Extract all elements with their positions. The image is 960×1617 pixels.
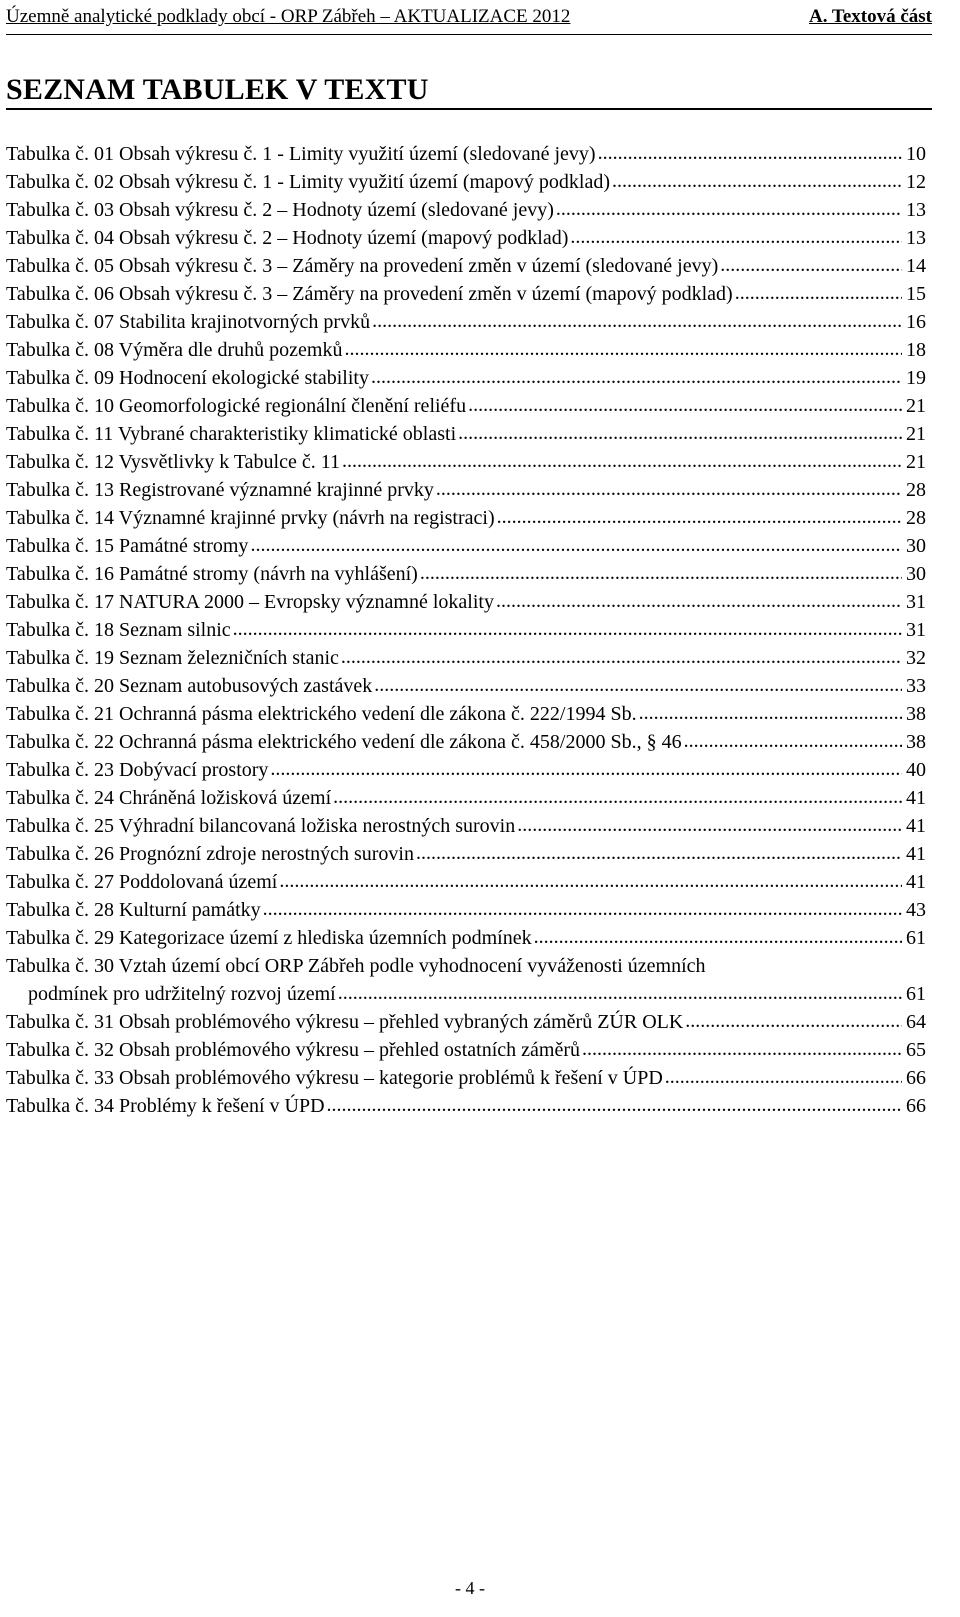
entry-page-number: 38 [906,703,926,725]
entry-text: Tabulka č. 01 Obsah výkresu č. 1 - Limity využití území (sledované jevy) [6,143,596,165]
entry-page-number: 21 [906,423,926,445]
table-list-entry[interactable] [6,952,926,1008]
table-list [6,140,926,1120]
table-list-entry[interactable] [6,140,926,168]
entry-page-number: 65 [906,1039,926,1061]
table-list-entry[interactable] [6,364,926,392]
entry-page-number: 41 [906,871,926,893]
entry-page-number: 19 [906,367,926,389]
entry-page-number: 16 [906,311,926,333]
table-list-entry[interactable] [6,700,926,728]
entry-page-number: 28 [906,479,926,501]
entry-page-number: 12 [906,171,926,193]
entry-page-number: 13 [906,199,926,221]
dot-leader [496,587,902,615]
table-list-entry[interactable] [6,588,926,616]
entry-text: Tabulka č. 19 Seznam železničních stanic [6,647,339,669]
entry-text: Tabulka č. 04 Obsah výkresu č. 2 – Hodnoty území (mapový podklad) [6,227,569,249]
dot-leader [333,783,902,811]
table-list-entry[interactable] [6,532,926,560]
entry-page-number: 40 [906,759,926,781]
table-list-entry[interactable] [6,448,926,476]
page-header [6,4,932,35]
entry-page-number: 41 [906,815,926,837]
entry-text: Tabulka č. 31 Obsah problémového výkresu – přehled vybraných záměrů ZÚR OLK [6,1011,684,1033]
entry-page-number: 21 [906,451,926,473]
dot-leader [612,167,902,195]
dot-leader [639,699,902,727]
table-list-entry[interactable] [6,308,926,336]
dot-leader [665,1063,902,1091]
table-list-entry[interactable] [6,924,926,952]
dot-leader [374,671,902,699]
dot-leader [684,727,902,755]
entry-text: Tabulka č. 12 Vysvětlivky k Tabulce č. 11 [6,451,340,473]
entry-page-number: 66 [906,1095,926,1117]
entry-text: Tabulka č. 33 Obsah problémového výkresu – kategorie problémů k řešení v ÚPD [6,1067,663,1089]
table-list-entry[interactable] [6,280,926,308]
table-list-entry[interactable] [6,868,926,896]
table-list-entry[interactable] [6,252,926,280]
entry-text: Tabulka č. 08 Výměra dle druhů pozemků [6,339,343,361]
entry-text: Tabulka č. 09 Hodnocení ekologické stability [6,367,369,389]
dot-leader [468,391,902,419]
entry-text: Tabulka č. 16 Památné stromy (návrh na vyhlášení) [6,563,418,585]
dot-leader [372,307,902,335]
entry-page-number: 31 [906,591,926,613]
entry-page-number: 28 [906,507,926,529]
table-list-entry[interactable] [6,840,926,868]
dot-leader [327,1091,902,1119]
table-list-entry[interactable] [6,1064,926,1092]
entry-continuation [6,980,926,1008]
dot-leader [720,251,902,279]
entry-page-number: 30 [906,563,926,585]
entry-page-number: 15 [906,283,926,305]
entry-text: Tabulka č. 03 Obsah výkresu č. 2 – Hodnoty území (sledované jevy) [6,199,554,221]
entry-text: Tabulka č. 10 Geomorfologické regionální členění reliéfu [6,395,467,417]
dot-leader [344,335,902,363]
entry-text: Tabulka č. 25 Výhradní bilancovaná ložiska nerostných surovin [6,815,516,837]
entry-text: Tabulka č. 14 Významné krajinné prvky (návrh na registraci) [6,507,495,529]
section-title: SEZNAM TABULEK V TEXTU [6,72,932,110]
table-list-entry[interactable] [6,504,926,532]
table-list-entry[interactable] [6,168,926,196]
table-list-entry[interactable] [6,784,926,812]
table-list-entry[interactable] [6,336,926,364]
entry-page-number: 66 [906,1067,926,1089]
entry-text: Tabulka č. 22 Ochranná pásma elektrického vedení dle zákona č. 458/2000 Sb., § 46 [6,731,682,753]
dot-leader [371,363,902,391]
entry-page-number: 30 [906,535,926,557]
entry-page-number: 21 [906,395,926,417]
dot-leader [517,811,902,839]
entry-text: Tabulka č. 11 Vybrané charakteristiky klimatické oblasti [6,423,457,445]
entry-text: Tabulka č. 15 Památné stromy [6,535,249,557]
table-list-entry[interactable] [6,1008,926,1036]
dot-leader [570,223,902,251]
entry-text: Tabulka č. 24 Chráněná ložisková území [6,787,332,809]
entry-text: Tabulka č. 21 Ochranná pásma elektrického vedení dle zákona č. 222/1994 Sb. [6,703,637,725]
dot-leader [735,279,902,307]
entry-text: Tabulka č. 13 Registrované významné krajinné prvky [6,479,434,501]
dot-leader [341,643,902,671]
dot-leader [250,531,902,559]
table-list-entry[interactable] [6,756,926,784]
table-list-entry[interactable] [6,392,926,420]
dot-leader [338,979,902,1007]
entry-text: Tabulka č. 34 Problémy k řešení v ÚPD [6,1095,325,1117]
entry-text: Tabulka č. 27 Poddolovaná území [6,871,278,893]
document-part: A. Textová část [809,6,932,27]
entry-page-number: 18 [906,339,926,361]
table-list-entry[interactable] [6,616,926,644]
entry-text: Tabulka č. 18 Seznam silnic [6,619,231,641]
table-list-entry[interactable] [6,224,926,252]
table-list-entry[interactable] [6,672,926,700]
entry-page-number: 61 [906,927,926,949]
entry-text: Tabulka č. 32 Obsah problémového výkresu – přehled ostatních záměrů [6,1039,580,1061]
entry-page-number: 10 [906,143,926,165]
entry-page-number: 13 [906,227,926,249]
entry-text: Tabulka č. 17 NATURA 2000 – Evropsky významné lokality [6,591,494,613]
document-title: Územně analytické podklady obcí - ORP Zábřeh – AKTUALIZACE 2012 [6,6,571,27]
table-list-entry[interactable] [6,896,926,924]
entry-page-number: 33 [906,675,926,697]
dot-leader [420,559,902,587]
page-number: - 4 - [455,1578,485,1598]
entry-page-number: 38 [906,731,926,753]
table-list-entry[interactable] [6,196,926,224]
entry-text: Tabulka č. 28 Kulturní památky [6,899,261,921]
entry-text: Tabulka č. 23 Dobývací prostory [6,759,269,781]
dot-leader [270,755,902,783]
entry-text: Tabulka č. 29 Kategorizace území z hlediska územních podmínek [6,927,532,949]
table-list-entry[interactable] [6,728,926,756]
entry-page-number: 32 [906,647,926,669]
entry-page-number: 41 [906,843,926,865]
dot-leader [497,503,902,531]
table-list-entry[interactable] [6,644,926,672]
entry-text: Tabulka č. 07 Stabilita krajinotvorných prvků [6,311,371,333]
dot-leader [582,1035,902,1063]
entry-page-number: 14 [906,255,926,277]
dot-leader [416,839,902,867]
table-list-entry[interactable] [6,476,926,504]
dot-leader [233,615,902,643]
dot-leader [279,867,902,895]
table-list-entry[interactable] [6,812,926,840]
table-list-entry[interactable] [6,1092,926,1120]
dot-leader [263,895,902,923]
entry-page-number: 31 [906,619,926,641]
entry-text: Tabulka č. 26 Prognózní zdroje nerostných surovin [6,843,414,865]
dot-leader [534,923,902,951]
entry-page-number: 43 [906,899,926,921]
dot-leader [458,419,902,447]
entry-text: Tabulka č. 20 Seznam autobusových zastávek [6,675,373,697]
entry-page-number: 64 [906,1011,926,1033]
entry-page-number: 61 [906,983,926,1005]
dot-leader [342,447,902,475]
entry-text-continued: podmínek pro udržitelný rozvoj území [28,983,336,1005]
entry-text: Tabulka č. 02 Obsah výkresu č. 1 - Limity využití území (mapový podklad) [6,171,611,193]
dot-leader [598,139,902,167]
entry-page-number: 41 [906,787,926,809]
dot-leader [556,195,902,223]
table-list-entry[interactable] [6,1036,926,1064]
table-list-entry[interactable] [6,420,926,448]
entry-text: Tabulka č. 06 Obsah výkresu č. 3 – Záměry na provedení změn v území (mapový podklad) [6,283,733,305]
entry-text: Tabulka č. 30 Vztah území obcí ORP Zábřeh podle vyhodnocení vyváženosti územních [6,955,706,977]
dot-leader [685,1007,902,1035]
dot-leader [436,475,902,503]
entry-text: Tabulka č. 05 Obsah výkresu č. 3 – Záměry na provedení změn v území (sledované jevy) [6,255,719,277]
table-list-entry[interactable] [6,560,926,588]
